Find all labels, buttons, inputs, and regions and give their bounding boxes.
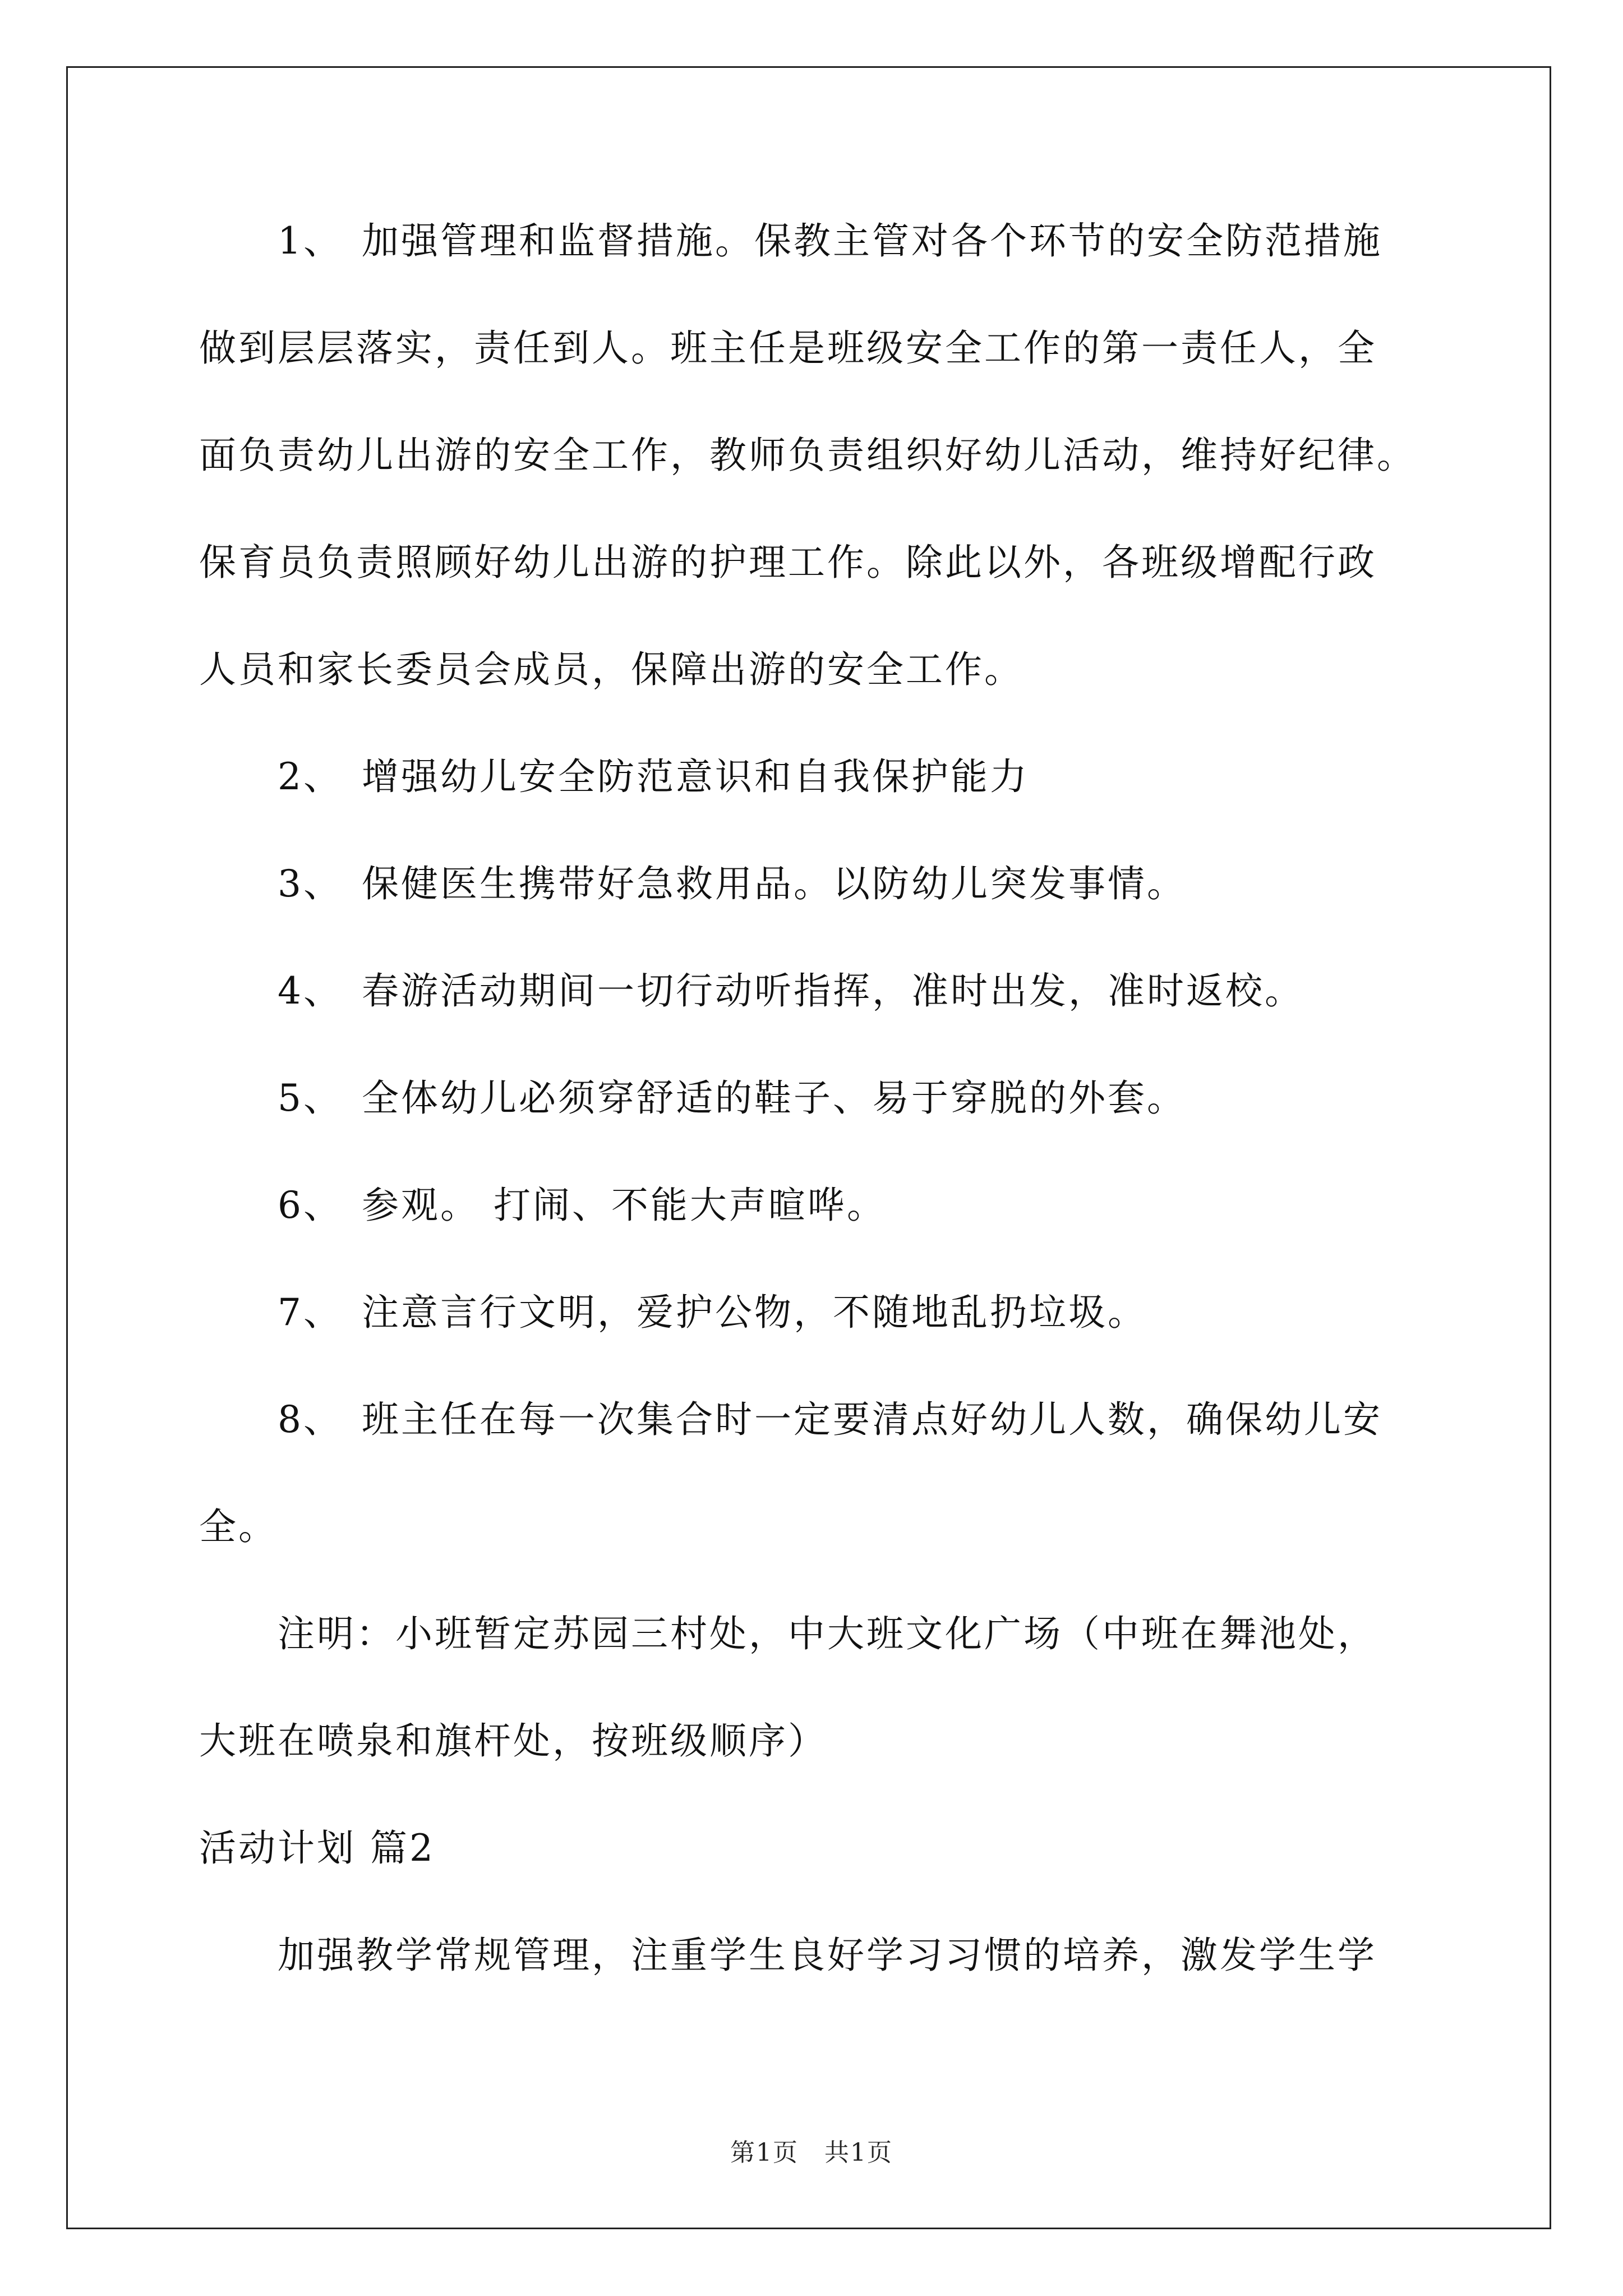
- line-text: 参观。 打闹、不能大声暄哗。: [362, 1184, 886, 1227]
- list-item-5: [278, 1076, 1186, 1121]
- list-item-8-line-2: 全。: [199, 1505, 278, 1548]
- list-item-7: [278, 1290, 1147, 1335]
- list-number: 7、: [278, 1291, 343, 1334]
- list-item-3: [278, 862, 1186, 907]
- list-number: 6、: [278, 1184, 343, 1227]
- line-text: 春游活动期间一切行动听指挥，准时出发，准时返校。: [362, 969, 1304, 1013]
- list-number: 1、: [278, 219, 343, 263]
- line-text: 班主任在每一次集合时一定要清点好幼儿人数，确保幼儿安: [362, 1398, 1382, 1441]
- paragraph-last-line-1: 加强教学常规管理，注重学生良好学习习惯的培养，激发学生学: [278, 1934, 1377, 1977]
- list-item-2: [278, 754, 1029, 799]
- line-text: 全体幼儿必须穿舒适的鞋子、易于穿脱的外套。: [362, 1076, 1186, 1120]
- paragraph-1-line-1: [278, 219, 1382, 264]
- list-number: 5、: [278, 1076, 343, 1120]
- section-heading: 活动计划 篇2: [199, 1826, 435, 1870]
- line-text: 增强幼儿安全防范意识和自我保护能力: [362, 755, 1029, 798]
- list-item-6: [278, 1183, 886, 1228]
- paragraph-1-line-3: 面负责幼儿出游的安全工作，教师负责组织好幼儿活动，维持好纪律。: [199, 434, 1416, 477]
- page-border: [66, 66, 1551, 2229]
- list-number: 3、: [278, 862, 343, 905]
- page-footer: 第1页 共1页: [730, 2138, 893, 2167]
- list-item-8-line-1: [278, 1397, 1382, 1442]
- list-number: 2、: [278, 755, 343, 798]
- paragraph-1-line-2: 做到层层落实，责任到人。班主任是班级安全工作的第一责任人，全: [199, 326, 1377, 370]
- note-line-2: 大班在喷泉和旗杆处，按班级顺序）: [199, 1719, 827, 1763]
- list-number: 8、: [278, 1398, 343, 1441]
- line-text: 保健医生携带好急救用品。以防幼儿突发事情。: [362, 862, 1186, 905]
- paragraph-1-line-4: 保育员负责照顾好幼儿出游的护理工作。除此以外，各班级增配行政: [199, 541, 1377, 584]
- paragraph-1-line-5: 人员和家长委员会成员，保障出游的安全工作。: [199, 648, 1023, 691]
- note-line-1: 注明：小班暂定苏园三村处，中大班文化广场（中班在舞池处，: [278, 1612, 1377, 1655]
- list-item-4: [278, 969, 1304, 1014]
- list-number: 4、: [278, 969, 343, 1013]
- line-text: 加强管理和监督措施。保教主管对各个环节的安全防范措施: [362, 219, 1382, 263]
- line-text: 注意言行文明，爱护公物，不随地乱扔垃圾。: [362, 1291, 1147, 1334]
